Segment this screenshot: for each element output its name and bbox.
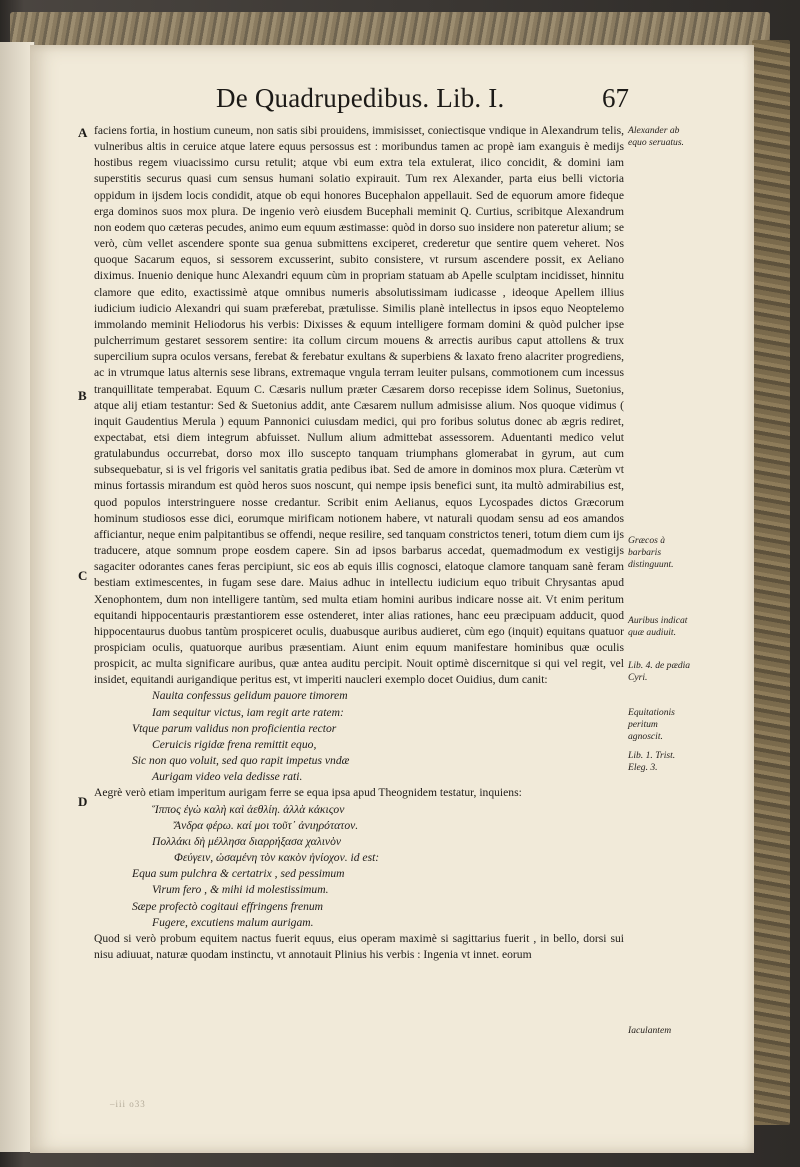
margin-note-iaculantem: Iaculantem — [628, 1025, 672, 1036]
top-page-edges — [10, 12, 770, 46]
paragraph-main: faciens fortia, in hostium cuneum, non satis sibi prouidens, immisisset, coniectisque vndique in Alexandrum telis, vulneribus altis in ceruice atque latere equus persossus est : moribundus tamen ac propè iam exanguis è medijs hostibus regem viuacissimo cursu retulit; atque vbi eum extra tela extulerat, ilico concidit, & domini iam superstitis securus quasi cum sensus humani solatio expirauit. Tum rex Alexander, parta eius belli victoria oppidum in ijsdem locis condidit, atque ob equi honores Bucephalon appellauit. Sed de equorum amore fideque erga dominos suos mox plura. De ingenio verò eiusdem Bucephali meminit Q. Curtius, scribitque Alexandrum non eodem quo cæteras pecudes, animo eum equum æstimasse: quòd in dorso suo insidere non pateretur alium; se verò, cùm vellet ascendere sponte sua genua submittens exciperet, crederetur que sentire quem veheret. Nos quoque Sacarum equos, si sessorem excusserint, subito consistere, vt rursum ascendere possit, ex Aeliano diximus. Inuenio denique hunc Alexandri equum cùm in propriam statuam ab Apelle sculptam incidisset, hinnitu clamore que edito, exactissimè atque omnibus numeris absolutissimam iudicasse , ideoque Apellem illius iudicium iudicio Alexandri qui suam præferebat, prætulisse. Similis planè intellectus in ipsos equo Neoptelemo immolando meminit Heliodorus his verbis: Dixisses & equum intelligere formam domini & quòd pulcher ipse pulcherrimum gestaret sessorem sentire: ita collum circum mouens & arrectis auribus caput attollens & trux supercilium supra oculos versans, ferebat & ferebatur exultans & superbiens & laxato freno alacriter progrediens, ac in vtrumque latus alternis sese librans, extremaque vngula terram leuiter pulsans, commotionem cum incessus tranquillitate temperabat. Equum C. Cæsaris nullum præter Cæsarem dorso recepisse idem Solinus, Suetonius, atque alij etiam testantur: Sed & Suetonius addit, ante Cæsarem nullum admisisse alium. Nos quoque vidimus ( inquit Gaudentius Merula ) equum Pannonici cuiusdam medici, qui pro foribus solutus donec ab ægris rediret, expectabat, etsi diem integrum abfuisset. Nullum alium admittebat assessorem. Aduentanti medico velut gratulabundus occurrebat, dorso mox illo suscepto tanquam triumphans glomerabat in gyrum, aut cum subsequebatur, si is vel frigoris vel sanitatis gratia pedibus ibat. Sed de amore in dominos mox plura. Cæterùm vt minus fortassis mirandum est quòd heros suos noscunt, qui nempe ipsis benefici sunt, ita multò admirabilius est, quod populos interstringuere nosse credantur. Scribit enim Aelianus, equos Lycospades dictos Græcorum hominum studiosos esse dici, eorumque mirificam notionem habere, vt naturali quodam sensu ad eos amandos afficiantur, neque enim palpitantibus se offendi, neque resilire, sed tanquam constrictos teneri, totum diem cum ijs traducere, atque somnum prope eosdem capere. Sin ad ipsos barbarus accedat, quemadmodum ex vestigijs sagaciter odorantes canes feras percipiunt, sic eos ab equis illis cognosci, elatoque clamore tanquam sanè feram bestiam extimescentes, in fugam sese dare. Maius adhuc in intellectu iudicium equo tribuit Chrysantas apud Xenophontem, dum non intelligere tantùm, sed multa etiam homini auribus indicare nosse ait. Vt enim peritum equitandi hippocentauris præstantiorem esse ostenderet, inter alias rationes, hanc eeu præcipuam adducit, quod hippocentaurus duobus tantùm prospiceret oculis, duabusque auribus audieret, cùm ego (inquit) equitans quatuor prospiciam oculis, quatuorque auribus præsentiam. Aiunt enim equum manifestare hominibus quæ oculis prospicit, ac multa significare auribus, quæ antea auditu percipit. Nouit optimè discernitque si qui vel regit, vel insidet, equitandi aurigandique peritus est, vt imperiti naucleri exemplo docet Ouidius, dum canit: — [94, 124, 624, 687]
section-letter-a: A — [78, 125, 88, 140]
paragraph-closing: Quod si verò probum equitem nactus fuerit equus, eius operam maximè si sagittarius fuerit , in bello, dorsi sui nisu adiuuat, naturæ quodam instinctu, vt annotauit Plinius his verbis : Ingenia vt innet. eorum — [94, 931, 624, 961]
verse-line: Aurigam video vela dedisse rati. — [152, 770, 303, 784]
greek-line: Ἄνδρα φέρω. καί μοι τοῦτ᾽ ἀνιηρότατον. — [174, 818, 359, 832]
margin-note-graecos: Græcos à barbaris distinguunt. — [628, 535, 674, 570]
verse-line: Vtque parum validus non proficientia rector — [132, 721, 337, 735]
main-text-column — [94, 123, 624, 963]
verse-line: Ceruicis rigidæ frena remittit equo, — [152, 737, 317, 751]
running-title: De Quadrupedibus. Lib. I. — [216, 83, 505, 113]
page-header — [30, 83, 754, 123]
margin-note-paedia: Lib. 4. de pædia Cyri. — [628, 660, 691, 683]
section-letter-b: B — [78, 388, 87, 403]
page-number: 67 — [602, 83, 629, 113]
verse-line: Nauita confessus gelidum pauore timorem — [152, 689, 348, 703]
margin-note-equitationis: Equitationis peritum agnoscit. — [628, 707, 675, 742]
greek-line: Πολλάκι δὴ μέλλησα διαρρήξασα χαλινὸν — [152, 834, 342, 848]
section-letter-d: D — [78, 794, 88, 809]
translation-line: Fugere, excutiens malum aurigam. — [152, 915, 314, 929]
translation-line: Virum fero , & mihi id molestissimum. — [152, 883, 329, 897]
section-letter-c: C — [78, 568, 88, 583]
verse-line: Iam sequitur victus, iam regit arte ratem: — [152, 705, 344, 719]
greek-line: Φεύγειν, ὠσαμένη τὸν κακὸν ἡνίοχον. id est: — [174, 851, 380, 865]
verse-line: Sic non quo voluit, sed quo rapit impetus vndæ — [132, 754, 350, 768]
translation-line: Sæpe profectò cogitaui effringens frenum — [132, 899, 324, 913]
translation-line: Equa sum pulchra & certatrix , sed pessimum — [132, 867, 345, 881]
right-page-edges — [752, 40, 790, 1125]
book-page — [30, 45, 754, 1153]
signature-mark: –iii o33 — [110, 1099, 146, 1109]
margin-note-alexander: Alexander ab equo seruatus. — [628, 125, 684, 148]
greek-line: Ἵππος ἐγὼ καλὴ καὶ ἀεθλίη. ἀλλὰ κάκιςον — [152, 802, 345, 816]
margin-note-trist: Lib. 1. Trist. Eleg. 3. — [628, 750, 676, 773]
paragraph-theognis: Aegrè verò etiam imperitum aurigam ferre se equa ipsa apud Theognidem testatur, inquiens: — [94, 786, 522, 800]
margin-note-auribus: Auribus indicat quæ audiuit. — [628, 615, 688, 638]
